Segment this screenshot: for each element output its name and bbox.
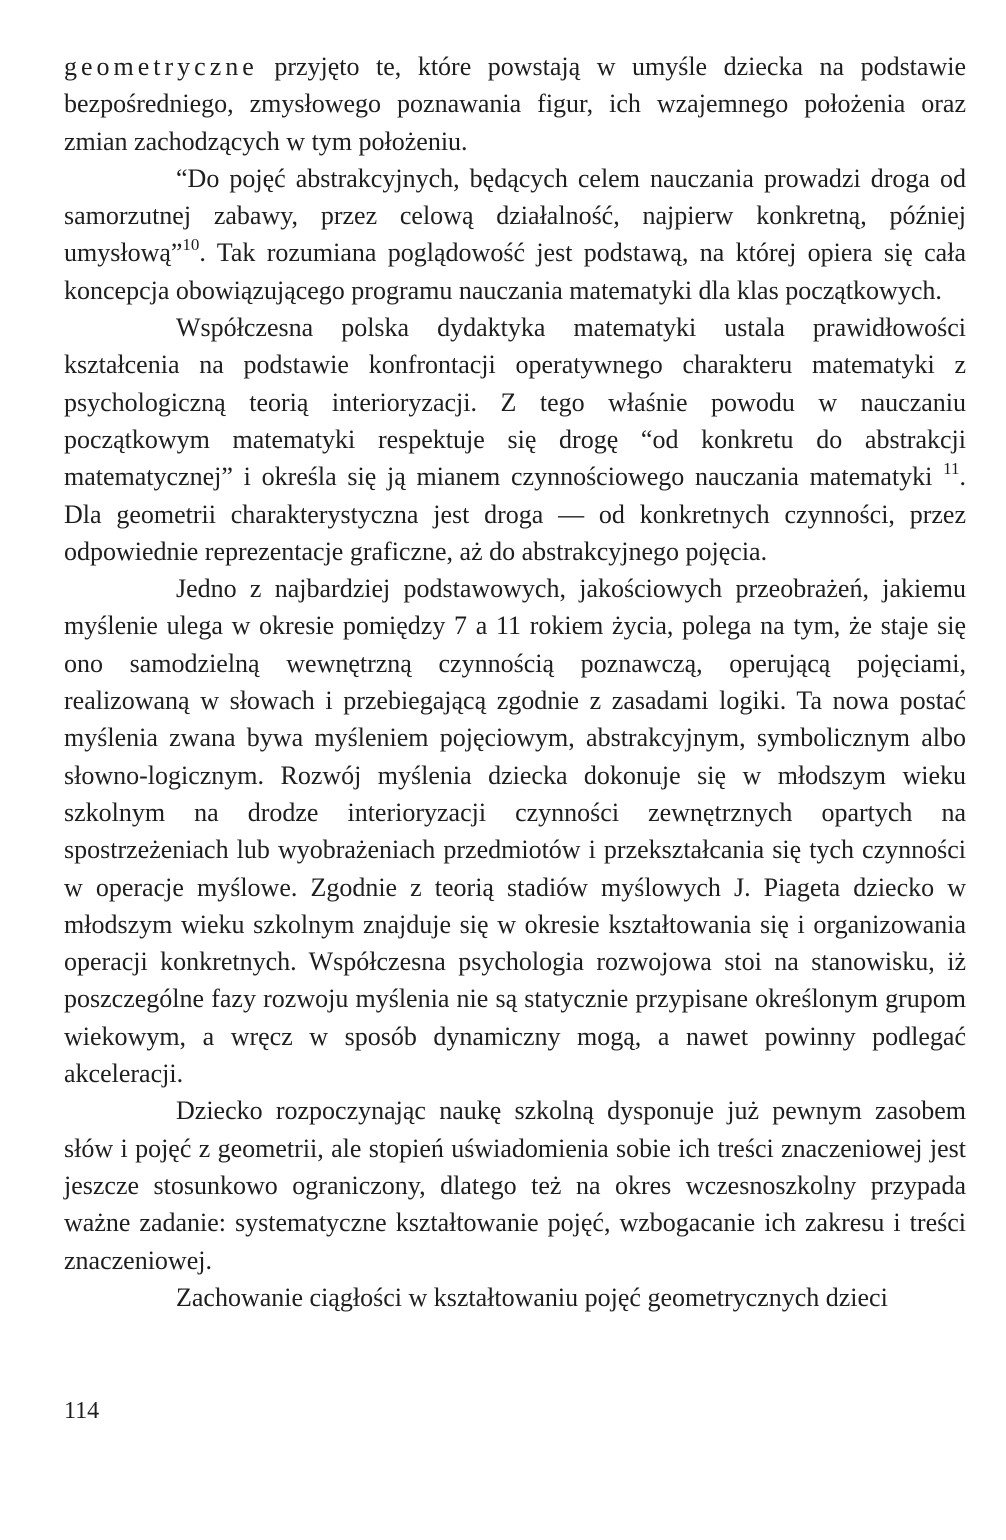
paragraph-6-text: Zachowanie ciągłości w kształtowaniu pojęć geometrycznych dzieci bbox=[176, 1282, 888, 1312]
paragraph-1 bbox=[64, 48, 966, 160]
page-number: 114 bbox=[64, 1398, 100, 1424]
page-body-text bbox=[64, 48, 966, 1316]
paragraph-4 bbox=[64, 570, 966, 1092]
footnote-ref-11: 11 bbox=[943, 458, 960, 478]
paragraph-2-text-after: . Tak rozumiana poglądowość jest podstawą, na której opiera się cała koncepcja obowiązującego programu nauczania matematyki dla klas początkowych. bbox=[64, 238, 966, 305]
paragraph-3 bbox=[64, 309, 966, 570]
paragraph-6 bbox=[64, 1279, 966, 1316]
paragraph-1-text: przyjęto te, które powstają w umyśle dziecka na podstawie bezpośredniego, zmysłowego poznawania figur, ich wzajemnego położenia oraz zmian zachodzących w tym położeniu. bbox=[64, 52, 966, 156]
paragraph-5-text: Dziecko rozpoczynając naukę szkolną dysponuje już pewnym zasobem słów i pojęć z geometrii, ale stopień uświadomienia sobie ich treści znaczeniowej jest jeszcze stosunkowo ograniczony, dlatego też na okres wczesnoszkolny przypada ważne zadanie: systematyczne kształtowanie pojęć, wzbogacanie ich zakresu i treści znaczeniowej. bbox=[64, 1096, 966, 1275]
paragraph-3-text-after: . Dla geometrii charakterystyczna jest droga — od konkretnych czynności, przez odpowiednie reprezentacje graficzne, aż do abstrakcyjnego pojęcia. bbox=[64, 462, 966, 566]
footnote-ref-10: 10 bbox=[182, 234, 200, 254]
paragraph-5 bbox=[64, 1092, 966, 1278]
paragraph-3-text: Współczesna polska dydaktyka matematyki ustala prawidłowości kształcenia na podstawie konfrontacji operatywnego charakteru matematyki z psychologiczną teorią interioryzacji. Z tego właśnie powodu w nauczaniu początkowym matematyki respektuje się drogę “od konkretu do abstrakcji matematycznej” i określa się ją mianem czynnościowego nauczania matematyki bbox=[64, 313, 966, 492]
spaced-term: geometryczne bbox=[64, 52, 258, 81]
paragraph-2 bbox=[64, 160, 966, 309]
paragraph-2-text: “Do pojęć abstrakcyjnych, będących celem nauczania prowadzi droga od samorzutnej zabawy, przez celową działalność, najpierw konkretną, później umysłową” bbox=[64, 163, 966, 268]
paragraph-4-text: Jedno z najbardziej podstawowych, jakościowych przeobrażeń, jakiemu myślenie ulega w okresie pomiędzy 7 a 11 rokiem życia, polega na tym, że staje się ono samodzielną wewnętrzną czynnością poznawczą, operującą pojęciami, realizowaną w słowach i przebiegającą zgodnie z zasadami logiki. Ta nowa postać myślenia zwana bywa myśleniem pojęciowym, abstrakcyjnym, symbolicznym albo słowno-logicznym. Rozwój myślenia dziecka dokonuje się w młodszym wieku szkolnym na drodze interioryzacji czynności zewnętrznych opartych na spostrzeżeniach lub wyobrażeniach przedmiotów i przekształcania się tych czynności w operacje myślowe. Zgodnie z teorią stadiów myślowych J. Piageta dziecko w młodszym wieku szkolnym znajduje się w okresie kształtowania się i organizowania operacji konkretnych. Współczesna psychologia rozwojowa stoi na stanowisku, iż poszczególne fazy rozwoju myślenia nie są statycznie przypisane określonym grupom wiekowym, a wręcz w sposób dynamiczny mogą, a nawet powinny podlegać akceleracji. bbox=[64, 574, 966, 1089]
